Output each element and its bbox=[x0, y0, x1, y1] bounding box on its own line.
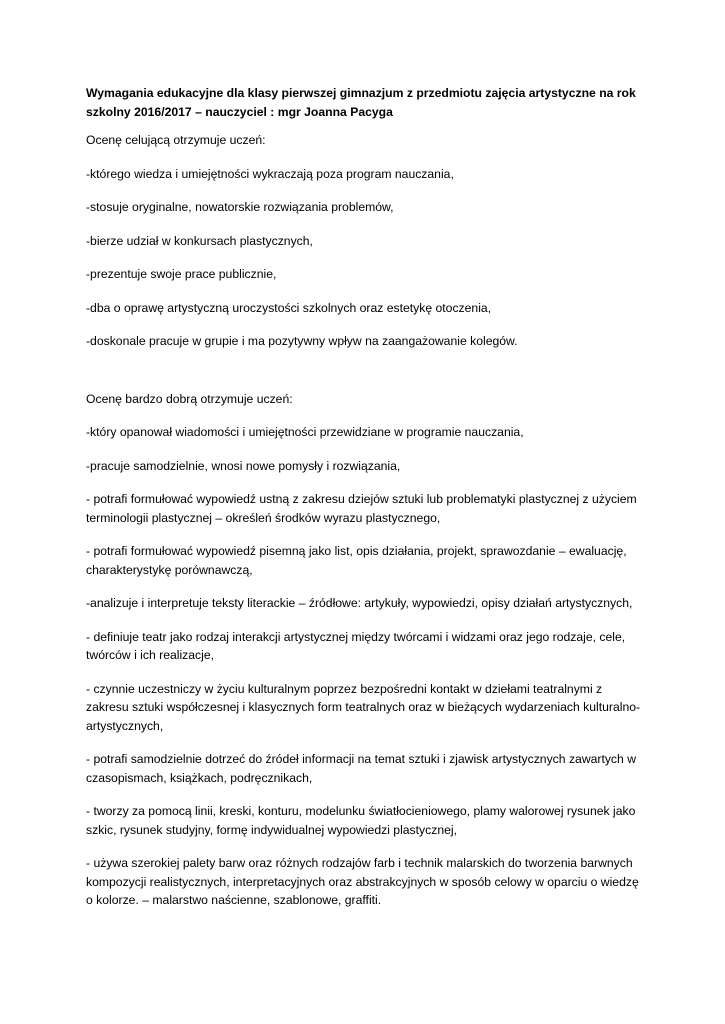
list-item: - tworzy za pomocą linii, kreski, konturu, modelunku światłocieniowego, plamy walorowej rysunek jako szkic, rysunek studyjny, formę indywidualnej wypowiedzi plastycznej, bbox=[86, 804, 636, 837]
list-item: -pracuje samodzielnie, wnosi nowe pomysły i rozwiązania, bbox=[86, 458, 401, 473]
document-page bbox=[86, 84, 646, 925]
list-item: - potrafi formułować wypowiedź ustną z zakresu dziejów sztuki lub problematyki plastycznej z użyciem terminologii plastycznej – określeń środków wyrazu plastycznego, bbox=[86, 492, 637, 525]
section-heading-celujaca: Ocenę celującą otrzymuje uczeń: bbox=[86, 133, 266, 147]
list-item: -dba o oprawę artystyczną uroczystości szkolnych oraz estetykę otoczenia, bbox=[86, 300, 492, 315]
list-item: -który opanował wiadomości i umiejętności przewidziane w programie nauczania, bbox=[86, 425, 524, 439]
list-item: - potrafi formułować wypowiedź pisemną jako list, opis działania, projekt, sprawozdanie – ewaluację, charakterystykę porównawczą, bbox=[86, 544, 627, 577]
list-item: -bierze udział w konkursach plastycznych, bbox=[86, 233, 313, 248]
list-item: - używa szerokiej palety barw oraz różnych rodzajów farb i technik malarskich do tworzenia barwnych kompozycji realistycznych, interpretacyjnych oraz abstrakcyjnych w sposób celowy w oparciu o wiedzę o kolorze. – malarstwo naścienne, szablonowe, graffiti. bbox=[86, 856, 639, 907]
section-heading-bardzo-dobra: Ocenę bardzo dobrą otrzymuje uczeń: bbox=[86, 391, 293, 406]
list-item: -prezentuje swoje prace publicznie, bbox=[86, 267, 277, 281]
list-item: -doskonale pracuje w grupie i ma pozytywny wpływ na zaangażowanie kolegów. bbox=[86, 334, 518, 348]
section-spacer bbox=[86, 366, 646, 390]
list-item: - potrafi samodzielnie dotrzeć do źródeł informacji na temat sztuki i zjawisk artystycznych zawartych w czasopismach, książkach, podręcznikach, bbox=[86, 752, 636, 785]
list-item: -którego wiedza i umiejętności wykraczają poza program nauczania, bbox=[86, 166, 454, 181]
list-item: - czynnie uczestniczy w życiu kulturalnym poprzez bezpośredni kontakt w dziełami teatralnymi z zakresu sztuki współczesnej i klasycznych form teatralnych oraz w bieżących wydarzeniach kulturalno-artystycznych, bbox=[86, 681, 641, 733]
list-item: -analizuje i interpretuje teksty literackie – źródłowe: artykuły, wypowiedzi, opisy działań artystycznych, bbox=[86, 596, 633, 610]
list-item: -stosuje oryginalne, nowatorskie rozwiązania problemów, bbox=[86, 200, 394, 214]
document-title: Wymagania edukacyjne dla klasy pierwszej gimnazjum z przedmiotu zajęcia artystyczne na rok szkolny 2016/2017 – nauczyciel : mgr Joanna Pacyga bbox=[86, 86, 636, 119]
list-item: - definiuje teatr jako rodzaj interakcji artystycznej między twórcami i widzami oraz jego rodzaje, cele, twórców i ich realizacje, bbox=[86, 629, 626, 662]
